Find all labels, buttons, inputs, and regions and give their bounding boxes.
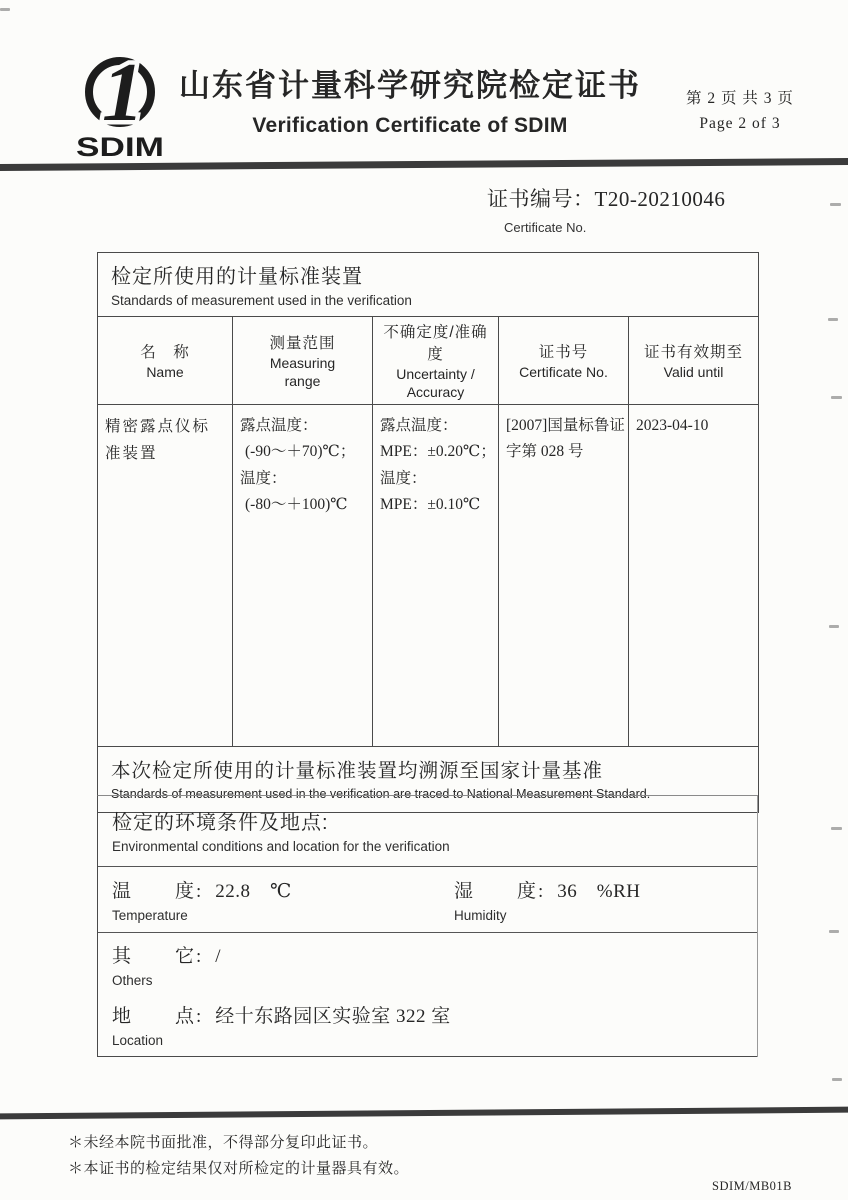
cell-certno: [499, 405, 629, 747]
certno-line-2: 字第 028 号: [506, 443, 584, 461]
environment-title-zh: 检定的环境条件及地点:: [112, 812, 329, 834]
humidity-field: [454, 876, 641, 923]
accuracy-line-2: MPE：±0.20℃；: [380, 443, 496, 461]
scan-mark: [831, 396, 842, 399]
accuracy-line-4: MPE：±0.10℃: [380, 496, 481, 514]
page-indicator: [655, 86, 825, 136]
cell-name: [98, 405, 233, 747]
certificate-number-label-en: Certificate No.: [504, 220, 587, 235]
col-name-en: Name: [146, 363, 184, 380]
page-number-en: Page 2 of 3: [699, 115, 781, 132]
range-line-1: 露点温度：: [240, 417, 318, 434]
standards-title-zh: 检定所使用的计量标准装置: [111, 266, 363, 288]
standards-title-en: Standards of measurement used in the verification: [111, 293, 412, 308]
certificate-number-label: 证书编号：: [487, 187, 595, 211]
logo-text: SDIM: [76, 132, 164, 162]
standards-data-row: [98, 405, 759, 747]
others-field: [112, 941, 221, 988]
col-accuracy-zh: 不确定度/准确度: [383, 324, 488, 363]
sdim-logo-icon: [70, 50, 170, 162]
range-line-3: 温度：: [240, 469, 287, 487]
col-range-zh: 测量范围: [269, 335, 336, 352]
environment-location-row: [98, 933, 757, 1057]
others-value: /: [215, 946, 222, 967]
environment-title-en: Environmental conditions and location for the verification: [112, 839, 450, 854]
footer-divider-rule: [0, 1107, 848, 1120]
certificate-number-value: T20-20210046: [594, 187, 726, 211]
scan-mark: [831, 827, 842, 830]
institute-title-en: Verification Certificate of SDIM: [252, 114, 568, 137]
location-label-en: Location: [112, 1033, 164, 1048]
col-header-name: [98, 317, 233, 405]
location-label: 地 点:: [112, 1006, 204, 1027]
environment-conditions-row: [98, 867, 757, 933]
col-header-valid: [629, 317, 759, 405]
location-field: [112, 1001, 451, 1048]
range-line-4: (-80～＋100)℃: [245, 496, 348, 514]
temperature-value: 22.8 ℃: [215, 881, 292, 902]
col-valid-en: Valid until: [663, 363, 724, 380]
humidity-label-en: Humidity: [454, 908, 507, 923]
standards-title-row: [98, 253, 759, 317]
accuracy-line-3: 温度：: [380, 469, 427, 487]
footer-note-2: ＊本证书的检定结果仅对所检定的计量器具有效。: [68, 1161, 410, 1177]
standards-title-cell: [98, 253, 759, 317]
accuracy-line-1: 露点温度：: [380, 417, 458, 434]
scan-mark: [830, 203, 841, 206]
humidity-value: 36 %RH: [557, 881, 641, 902]
scan-mark: [0, 8, 10, 11]
certificate-number-line: [487, 183, 725, 213]
col-range-en: Measuring range: [269, 355, 336, 389]
scan-mark: [829, 625, 839, 628]
standards-header-row: [98, 317, 759, 405]
temperature-label: 温 度:: [112, 881, 204, 902]
cell-range: [233, 405, 373, 747]
location-value: 经十东路园区实验室 322 室: [215, 1006, 451, 1027]
certificate-number-block: [487, 183, 725, 235]
traceability-zh: 本次检定所使用的计量标准装置均溯源至国家计量基准: [111, 760, 604, 782]
temperature-label-en: Temperature: [112, 908, 188, 923]
scan-mark: [832, 1078, 842, 1081]
scan-mark: [828, 318, 838, 321]
page-number-zh: 第 2 页 共 3 页: [686, 90, 794, 107]
institute-title-zh: 山东省计量科学研究院检定证书: [179, 68, 641, 103]
col-header-accuracy: [373, 317, 499, 405]
temperature-field: [112, 876, 292, 923]
header-title-block: [165, 60, 655, 138]
col-certno-en: Certificate No.: [519, 363, 608, 380]
footer-notes: [68, 1130, 409, 1182]
valid-until-value: 2023-04-10: [636, 417, 709, 434]
others-label-en: Others: [112, 973, 153, 988]
environment-title-row: [98, 796, 757, 867]
range-line-2: (-90～＋70)℃；: [245, 443, 356, 461]
scan-mark: [829, 930, 839, 933]
col-header-range: [233, 317, 373, 405]
others-label: 其 它:: [112, 946, 204, 967]
standards-table: [97, 252, 759, 813]
col-valid-zh: 证书有效期至: [644, 343, 744, 361]
col-name-zh: 名 称: [140, 343, 190, 361]
cell-valid: [629, 405, 759, 747]
sdim-logo-svg: [70, 50, 170, 162]
footer-note-1: ＊未经本院书面批准，不得部分复印此证书。: [68, 1135, 379, 1151]
col-accuracy-en: Uncertainty / Accuracy: [396, 366, 475, 400]
logo-digit: 1: [102, 50, 144, 139]
cell-accuracy: [373, 405, 499, 747]
certno-line-1: [2007]国量标鲁证: [506, 417, 625, 434]
standard-name: 精密露点仪标准装置: [105, 418, 211, 463]
col-certno-zh: 证书号: [538, 343, 589, 361]
environment-section: [97, 795, 758, 1057]
col-header-certno: [499, 317, 629, 405]
humidity-label: 湿 度:: [454, 881, 546, 902]
traceability-en: Standards of measurement used in the verification are traced to National Measurement Standard.: [111, 787, 651, 801]
form-code: SDIM/MB01B: [712, 1179, 793, 1193]
